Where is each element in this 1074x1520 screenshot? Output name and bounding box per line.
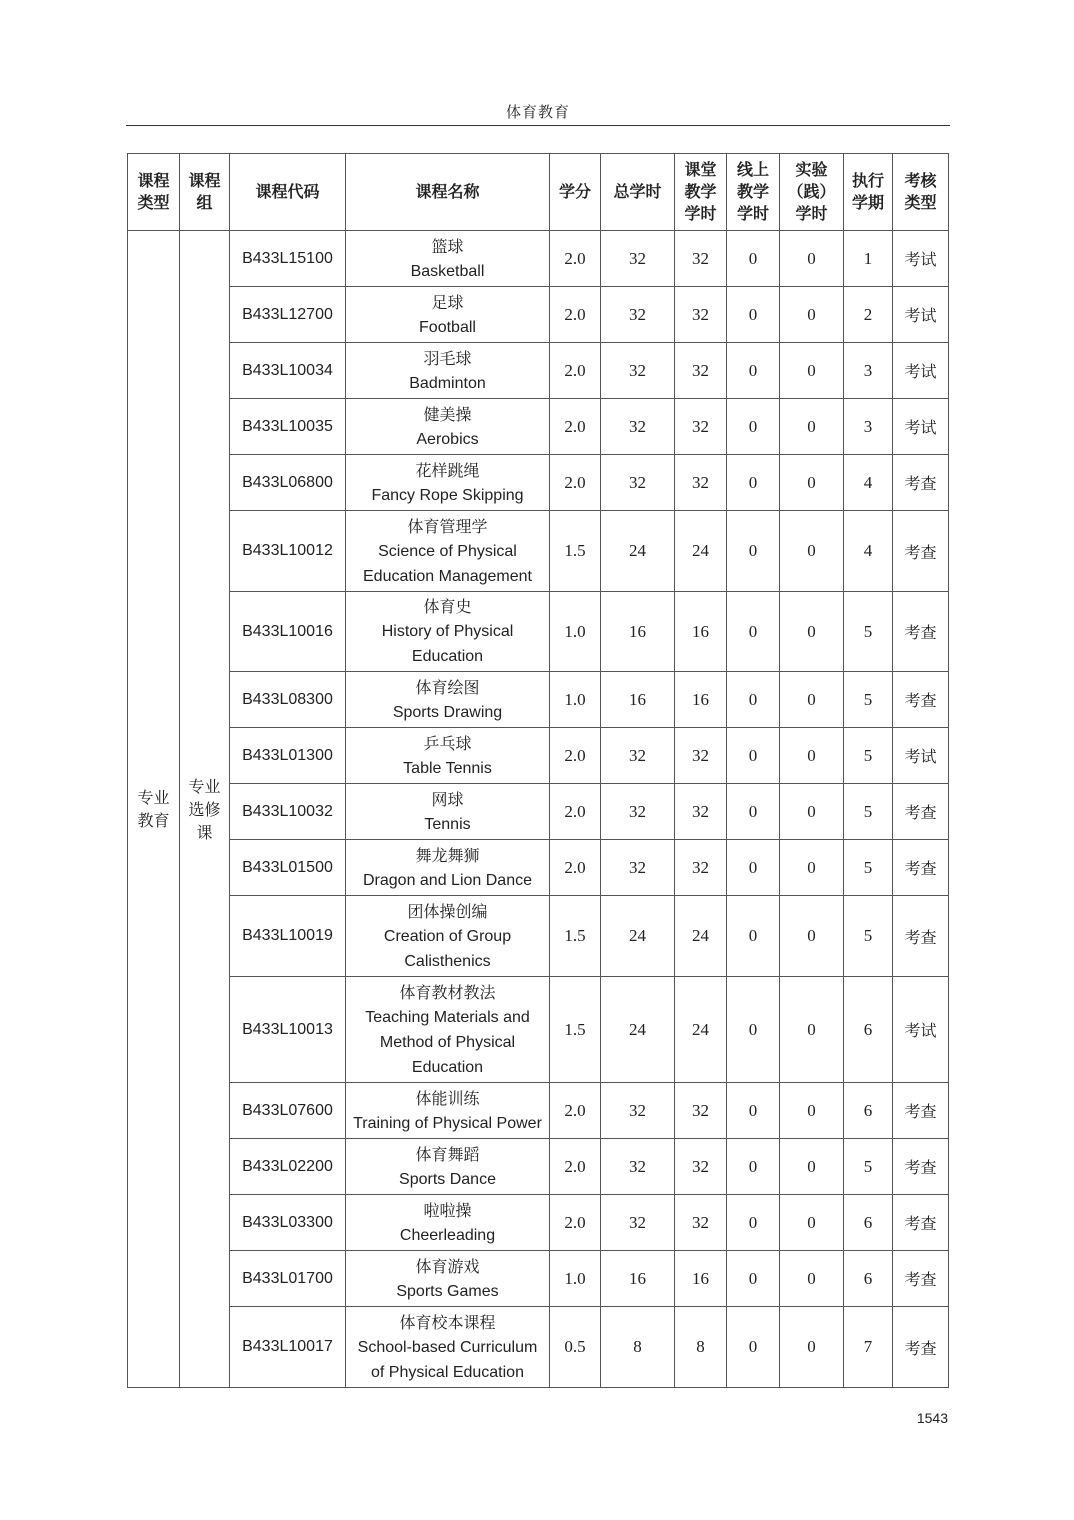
total-hours-cell: 16 (601, 672, 675, 728)
exam-type-cell: 考查 (893, 455, 949, 511)
header-label-line: 课程 (137, 171, 170, 190)
course-name-cell (346, 784, 550, 840)
credit-cell: 1.5 (550, 977, 601, 1083)
course-name-en: Sports Dance (399, 1170, 496, 1188)
online-hours-cell: 0 (727, 511, 780, 592)
semester-cell: 5 (844, 1139, 893, 1195)
header-label-line: 课程名称 (415, 182, 480, 201)
course-name-en: Fancy Rope Skipping (371, 486, 524, 504)
table-header-row (128, 154, 949, 231)
total-hours-cell: 32 (601, 231, 675, 287)
table-body (128, 231, 949, 1388)
course-name-en: Method of Physical (379, 1033, 516, 1051)
online-hours-cell: 0 (727, 399, 780, 455)
table-row (128, 840, 949, 896)
exam-type-cell: 考试 (893, 343, 949, 399)
course-name-cell (346, 1139, 550, 1195)
course-name-en: Education Management (363, 567, 532, 585)
course-name-cell (346, 977, 550, 1083)
exam-type-cell: 考试 (893, 399, 949, 455)
table-row (128, 784, 949, 840)
course-name-en: History of Physical (381, 623, 514, 640)
course-code-cell: B433L10012 (230, 511, 346, 592)
course-name-zh: 乒乓球 (423, 733, 472, 753)
course-name-zh: 体育游戏 (415, 1256, 480, 1276)
header-lab-hours (780, 154, 844, 231)
credit-cell: 2.0 (550, 1139, 601, 1195)
course-name-en: Teaching Materials and (365, 1008, 530, 1026)
lab-hours-cell: 0 (780, 1139, 844, 1195)
total-hours-cell: 32 (601, 840, 675, 896)
course-code-cell: B433L10013 (230, 977, 346, 1083)
course-name-cell (346, 1251, 550, 1307)
table-row (128, 399, 949, 455)
course-group-line: 选修 (188, 799, 221, 819)
course-code-cell: B433L03300 (230, 1195, 346, 1251)
course-code-cell: B433L01300 (230, 728, 346, 784)
exam-type-cell: 考查 (893, 672, 949, 728)
online-hours-cell: 0 (727, 977, 780, 1083)
course-name-en: Training of Physical Power (353, 1114, 542, 1132)
course-type-cell (128, 231, 180, 1388)
exam-type-cell: 考查 (893, 840, 949, 896)
total-hours-cell: 32 (601, 287, 675, 343)
lab-hours-cell: 0 (780, 592, 844, 672)
total-hours-cell: 32 (601, 1195, 675, 1251)
course-group-line: 课 (196, 822, 213, 842)
lab-hours-cell: 0 (780, 399, 844, 455)
table-row (128, 231, 949, 287)
course-code-cell: B433L01700 (230, 1251, 346, 1307)
course-code-cell: B433L08300 (230, 672, 346, 728)
course-name-cell (346, 672, 550, 728)
total-hours-cell: 32 (601, 455, 675, 511)
course-name-en: Science of Physical (378, 542, 517, 560)
header-classroom-hours (675, 154, 727, 231)
semester-cell: 6 (844, 1251, 893, 1307)
header-total-hours (601, 154, 675, 231)
semester-cell: 6 (844, 1083, 893, 1139)
course-group-line: 专业 (188, 776, 221, 796)
lab-hours-cell: 0 (780, 511, 844, 592)
course-name-zh: 体能训练 (415, 1088, 480, 1108)
course-code-cell: B433L10016 (230, 592, 346, 672)
course-name-cell (346, 1083, 550, 1139)
credit-cell: 1.0 (550, 592, 601, 672)
course-name-cell (346, 1307, 550, 1388)
semester-cell: 5 (844, 592, 893, 672)
header-course-type (128, 154, 180, 231)
course-name-zh: 舞龙舞狮 (415, 845, 480, 865)
course-code-cell: B433L02200 (230, 1139, 346, 1195)
semester-cell: 1 (844, 231, 893, 287)
exam-type-cell: 考查 (893, 1139, 949, 1195)
course-name-cell (346, 399, 550, 455)
online-hours-cell: 0 (727, 1195, 780, 1251)
header-course-name (346, 154, 550, 231)
table-row (128, 728, 949, 784)
classroom-hours-cell: 32 (675, 455, 727, 511)
online-hours-cell: 0 (727, 343, 780, 399)
header-label-line: 考核 (904, 171, 937, 190)
table-row (128, 1251, 949, 1307)
table-row (128, 672, 949, 728)
course-name-en: Football (419, 318, 476, 336)
table-row (128, 592, 949, 672)
online-hours-cell: 0 (727, 592, 780, 672)
total-hours-cell: 32 (601, 1083, 675, 1139)
classroom-hours-cell: 32 (675, 287, 727, 343)
header-label-line: 类型 (904, 193, 937, 212)
semester-cell: 5 (844, 840, 893, 896)
header-label-line: 教学 (684, 182, 717, 201)
lab-hours-cell: 0 (780, 896, 844, 977)
course-name-en: Cheerleading (399, 1226, 496, 1244)
course-name-cell (346, 1195, 550, 1251)
classroom-hours-cell: 32 (675, 728, 727, 784)
course-name-zh: 花样跳绳 (415, 460, 480, 480)
semester-cell: 3 (844, 399, 893, 455)
header-label-line: 线上 (736, 160, 769, 179)
table-row (128, 1195, 949, 1251)
exam-type-cell: 考查 (893, 511, 949, 592)
classroom-hours-cell: 16 (675, 592, 727, 672)
course-name-zh: 体育教材教法 (399, 982, 496, 1002)
header-label-line: 组 (196, 193, 213, 212)
total-hours-cell: 8 (601, 1307, 675, 1388)
course-name-zh: 体育绘图 (415, 677, 480, 697)
total-hours-cell: 32 (601, 784, 675, 840)
table-row (128, 343, 949, 399)
semester-cell: 7 (844, 1307, 893, 1388)
course-name-cell (346, 231, 550, 287)
course-name-en: School-based Curriculum (357, 1338, 538, 1356)
total-hours-cell: 16 (601, 592, 675, 672)
course-code-cell: B433L06800 (230, 455, 346, 511)
course-name-zh: 体育校本课程 (399, 1312, 496, 1332)
course-name-en: Sports Games (396, 1282, 499, 1300)
table-row (128, 287, 949, 343)
semester-cell: 3 (844, 343, 893, 399)
lab-hours-cell: 0 (780, 231, 844, 287)
lab-hours-cell: 0 (780, 672, 844, 728)
course-name-cell (346, 728, 550, 784)
total-hours-cell: 32 (601, 728, 675, 784)
header-label-line: 教学 (736, 182, 769, 201)
course-name-zh: 网球 (431, 789, 464, 809)
classroom-hours-cell: 24 (675, 977, 727, 1083)
online-hours-cell: 0 (727, 455, 780, 511)
course-name-zh: 体育舞蹈 (415, 1144, 480, 1164)
credit-cell: 2.0 (550, 399, 601, 455)
credit-cell: 2.0 (550, 728, 601, 784)
course-code-cell: B433L10034 (230, 343, 346, 399)
total-hours-cell: 32 (601, 343, 675, 399)
exam-type-cell: 考查 (893, 592, 949, 672)
lab-hours-cell: 0 (780, 343, 844, 399)
course-name-en: Table Tennis (403, 759, 492, 777)
credit-cell: 2.0 (550, 287, 601, 343)
header-label-line: （践） (787, 182, 836, 201)
online-hours-cell: 0 (727, 840, 780, 896)
course-code-cell: B433L10017 (230, 1307, 346, 1388)
header-label-line: 学时 (795, 204, 828, 223)
semester-cell: 5 (844, 672, 893, 728)
course-name-cell (346, 840, 550, 896)
credit-cell: 2.0 (550, 784, 601, 840)
exam-type-cell: 考查 (893, 1083, 949, 1139)
classroom-hours-cell: 8 (675, 1307, 727, 1388)
header-label-line: 学时 (736, 204, 769, 223)
header-credit (550, 154, 601, 231)
classroom-hours-cell: 32 (675, 840, 727, 896)
course-name-en: Creation of Group (383, 927, 512, 945)
credit-cell: 2.0 (550, 1083, 601, 1139)
course-name-en: Tennis (424, 815, 471, 833)
page-number: 1543 (916, 1410, 948, 1426)
exam-type-cell: 考试 (893, 977, 949, 1083)
lab-hours-cell: 0 (780, 1083, 844, 1139)
online-hours-cell: 0 (727, 672, 780, 728)
header-label-line: 课程 (188, 171, 221, 190)
lab-hours-cell: 0 (780, 1251, 844, 1307)
header-label-line: 类型 (137, 193, 170, 212)
classroom-hours-cell: 32 (675, 231, 727, 287)
table-row (128, 455, 949, 511)
exam-type-cell: 考查 (893, 784, 949, 840)
course-name-cell (346, 896, 550, 977)
header-course-group (180, 154, 230, 231)
header-label-line: 学分 (558, 182, 591, 201)
course-name-zh: 足球 (431, 292, 464, 312)
semester-cell: 2 (844, 287, 893, 343)
header-semester (844, 154, 893, 231)
credit-cell: 2.0 (550, 231, 601, 287)
credit-cell: 1.0 (550, 672, 601, 728)
header-label-line: 课程代码 (255, 182, 320, 201)
course-type-line: 教育 (137, 811, 170, 830)
credit-cell: 2.0 (550, 1195, 601, 1251)
course-name-en: Basketball (410, 262, 485, 280)
course-name-en: Sports Drawing (392, 703, 503, 721)
course-name-zh: 篮球 (431, 236, 464, 256)
total-hours-cell: 32 (601, 399, 675, 455)
credit-cell: 2.0 (550, 840, 601, 896)
header-label-line: 学时 (684, 204, 717, 223)
classroom-hours-cell: 32 (675, 343, 727, 399)
course-name-cell (346, 343, 550, 399)
lab-hours-cell: 0 (780, 977, 844, 1083)
classroom-hours-cell: 32 (675, 1195, 727, 1251)
course-name-en: Education (411, 648, 484, 665)
course-group-cell (180, 231, 230, 1388)
course-code-cell: B433L10032 (230, 784, 346, 840)
lab-hours-cell: 0 (780, 1195, 844, 1251)
header-label-line: 实验 (795, 160, 828, 179)
course-name-en: Dragon and Lion Dance (362, 871, 532, 889)
lab-hours-cell: 0 (780, 287, 844, 343)
classroom-hours-cell: 32 (675, 784, 727, 840)
course-name-en: Badminton (409, 374, 486, 392)
header-online-hours (727, 154, 780, 231)
course-name-cell (346, 287, 550, 343)
course-name-zh: 羽毛球 (423, 348, 472, 368)
course-name-en: Calisthenics (404, 952, 491, 970)
semester-cell: 6 (844, 977, 893, 1083)
credit-cell: 1.5 (550, 896, 601, 977)
course-name-en: Education (411, 1058, 484, 1076)
course-name-cell (346, 592, 550, 672)
course-name-zh: 啦啦操 (423, 1200, 472, 1220)
lab-hours-cell: 0 (780, 1307, 844, 1388)
header-label-line: 执行 (851, 171, 884, 190)
course-code-cell: B433L01500 (230, 840, 346, 896)
table-row (128, 1139, 949, 1195)
table-row (128, 896, 949, 977)
classroom-hours-cell: 16 (675, 1251, 727, 1307)
lab-hours-cell: 0 (780, 455, 844, 511)
online-hours-cell: 0 (727, 287, 780, 343)
exam-type-cell: 考查 (893, 896, 949, 977)
course-name-en: Aerobics (416, 430, 479, 448)
exam-type-cell: 考试 (893, 728, 949, 784)
online-hours-cell: 0 (727, 231, 780, 287)
course-code-cell: B433L12700 (230, 287, 346, 343)
classroom-hours-cell: 24 (675, 511, 727, 592)
course-name-cell (346, 455, 550, 511)
lab-hours-cell: 0 (780, 784, 844, 840)
online-hours-cell: 0 (727, 1139, 780, 1195)
course-name-zh: 体育史 (423, 597, 472, 616)
credit-cell: 1.0 (550, 1251, 601, 1307)
semester-cell: 5 (844, 784, 893, 840)
semester-cell: 6 (844, 1195, 893, 1251)
classroom-hours-cell: 32 (675, 1083, 727, 1139)
semester-cell: 5 (844, 728, 893, 784)
exam-type-cell: 考试 (893, 231, 949, 287)
course-table (127, 153, 949, 1388)
total-hours-cell: 24 (601, 977, 675, 1083)
online-hours-cell: 0 (727, 1251, 780, 1307)
credit-cell: 0.5 (550, 1307, 601, 1388)
exam-type-cell: 考查 (893, 1307, 949, 1388)
header-label-line: 总学时 (613, 182, 662, 201)
course-name-cell (346, 511, 550, 592)
course-name-zh: 体育管理学 (407, 516, 488, 536)
credit-cell: 2.0 (550, 455, 601, 511)
classroom-hours-cell: 32 (675, 1139, 727, 1195)
table-row (128, 977, 949, 1083)
classroom-hours-cell: 16 (675, 672, 727, 728)
exam-type-cell: 考查 (893, 1251, 949, 1307)
table-row (128, 1083, 949, 1139)
header-label-line: 学期 (851, 193, 884, 212)
classroom-hours-cell: 24 (675, 896, 727, 977)
course-name-zh: 健美操 (423, 404, 472, 424)
header-exam-type (893, 154, 949, 231)
lab-hours-cell: 0 (780, 840, 844, 896)
credit-cell: 1.5 (550, 511, 601, 592)
classroom-hours-cell: 32 (675, 399, 727, 455)
online-hours-cell: 0 (727, 728, 780, 784)
course-type-line: 专业 (137, 788, 170, 807)
total-hours-cell: 24 (601, 511, 675, 592)
course-code-cell: B433L10035 (230, 399, 346, 455)
total-hours-cell: 16 (601, 1251, 675, 1307)
credit-cell: 2.0 (550, 343, 601, 399)
semester-cell: 4 (844, 511, 893, 592)
course-code-cell: B433L07600 (230, 1083, 346, 1139)
header-label-line: 课堂 (684, 160, 717, 179)
course-name-en: of Physical Education (371, 1363, 524, 1381)
semester-cell: 4 (844, 455, 893, 511)
course-code-cell: B433L10019 (230, 896, 346, 977)
online-hours-cell: 0 (727, 784, 780, 840)
running-header: 体育教育 (126, 100, 950, 126)
total-hours-cell: 24 (601, 896, 675, 977)
online-hours-cell: 0 (727, 896, 780, 977)
online-hours-cell: 0 (727, 1307, 780, 1388)
table-row (128, 511, 949, 592)
exam-type-cell: 考查 (893, 1195, 949, 1251)
course-name-zh: 团体操创编 (407, 901, 488, 921)
course-code-cell: B433L15100 (230, 231, 346, 287)
total-hours-cell: 32 (601, 1139, 675, 1195)
lab-hours-cell: 0 (780, 728, 844, 784)
exam-type-cell: 考试 (893, 287, 949, 343)
table-row (128, 1307, 949, 1388)
online-hours-cell: 0 (727, 1083, 780, 1139)
semester-cell: 5 (844, 896, 893, 977)
header-course-code (230, 154, 346, 231)
